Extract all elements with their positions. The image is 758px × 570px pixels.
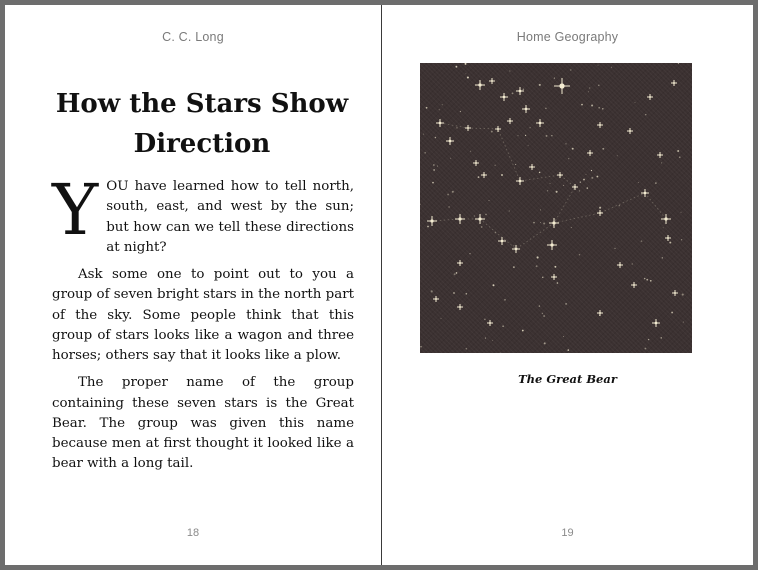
faint-star — [614, 248, 615, 249]
star-icon — [498, 237, 506, 245]
faint-star — [525, 135, 526, 136]
star-icon — [665, 235, 671, 241]
faint-star — [650, 280, 652, 282]
faint-star — [485, 338, 486, 339]
faint-star — [540, 222, 541, 223]
star-icon — [529, 164, 535, 170]
faint-star — [437, 166, 438, 167]
faint-star — [617, 155, 618, 156]
faint-star — [492, 340, 493, 341]
faint-star — [646, 279, 648, 281]
star-icon — [516, 87, 524, 95]
body-text — [52, 169, 354, 482]
star-icon — [671, 80, 677, 86]
paragraph-1 — [52, 169, 354, 258]
faint-star — [591, 177, 593, 179]
left-page[interactable] — [5, 5, 381, 565]
faint-star — [448, 206, 449, 207]
faint-star — [465, 73, 466, 74]
faint-star — [540, 209, 541, 210]
star-icon — [572, 184, 578, 190]
faint-star — [456, 127, 457, 128]
faint-star — [442, 104, 443, 105]
faint-star — [683, 322, 684, 323]
faint-star — [556, 191, 558, 193]
faint-star — [586, 174, 587, 175]
faint-star — [423, 134, 424, 135]
star-icon — [446, 137, 454, 145]
star-icon — [489, 78, 495, 84]
star-icon — [587, 150, 593, 156]
faint-star — [529, 127, 530, 128]
faint-star — [546, 135, 548, 137]
faint-star — [536, 265, 538, 267]
star-icon — [547, 240, 557, 250]
faint-star — [671, 312, 673, 314]
constellation-outline — [432, 123, 666, 249]
faint-star — [563, 336, 564, 337]
faint-star — [466, 348, 467, 349]
faint-star — [645, 114, 646, 115]
faint-star — [513, 266, 515, 268]
faint-star — [591, 170, 592, 171]
faint-star — [493, 284, 495, 286]
star-icon — [457, 260, 463, 266]
star-icon — [516, 177, 524, 185]
faint-star — [681, 239, 682, 240]
faint-star — [427, 226, 429, 228]
faint-star — [466, 293, 468, 295]
faint-star — [517, 135, 518, 136]
page-number-right: 19 — [561, 527, 574, 539]
right-page[interactable] — [381, 5, 753, 565]
faint-star — [598, 84, 600, 86]
faint-star — [563, 185, 564, 186]
star-icon — [457, 304, 463, 310]
faint-star — [567, 349, 569, 351]
faint-star — [557, 282, 559, 284]
faint-star — [494, 165, 495, 166]
faint-star — [522, 330, 524, 332]
faint-star — [523, 88, 525, 90]
faint-star — [632, 263, 633, 264]
faint-star — [580, 182, 581, 183]
faint-star — [543, 222, 545, 224]
faint-star — [431, 290, 433, 292]
faint-star — [661, 337, 662, 338]
starfield-svg — [420, 63, 692, 353]
faint-star — [537, 256, 539, 258]
faint-star — [598, 65, 599, 66]
star-map-illustration — [420, 63, 692, 353]
faint-star — [589, 87, 590, 88]
faint-star — [554, 78, 555, 79]
faint-star — [467, 76, 469, 78]
faint-star — [455, 66, 457, 68]
faint-star — [460, 111, 461, 112]
faint-star — [504, 299, 505, 300]
faint-star — [500, 352, 501, 353]
paragraph-3: The proper name of the group containing these seven stars is the Great Bear. The group was given this name because men at first thought it looked like a bear with a long tail. — [52, 375, 354, 472]
faint-star — [433, 164, 434, 165]
faint-star — [539, 305, 540, 306]
faint-star — [677, 150, 679, 152]
star-icon — [481, 172, 487, 178]
faint-star — [515, 164, 516, 165]
faint-star — [641, 240, 643, 242]
star-icon — [652, 319, 660, 327]
star-icon — [500, 93, 508, 101]
faint-star — [489, 200, 490, 201]
faint-star — [572, 148, 574, 150]
faint-star — [565, 303, 567, 305]
faint-star — [591, 104, 593, 106]
drop-cap: Y — [52, 169, 99, 251]
faint-star — [533, 222, 535, 224]
faint-star — [545, 108, 546, 109]
faint-star — [663, 227, 664, 228]
star-icon — [551, 274, 557, 280]
faint-star — [678, 63, 679, 64]
star-icon — [536, 119, 544, 127]
faint-star — [470, 151, 471, 152]
faint-star — [528, 145, 529, 146]
faint-star — [452, 191, 454, 193]
star-icon — [487, 320, 493, 326]
faint-star — [544, 342, 546, 344]
faint-star — [465, 63, 467, 65]
faint-star — [512, 93, 514, 95]
star-icon — [507, 118, 513, 124]
star-icon — [647, 94, 653, 100]
book-spread — [5, 5, 753, 565]
faint-star — [501, 174, 503, 176]
faint-star — [433, 169, 434, 170]
faint-star — [509, 71, 510, 72]
faint-star — [550, 183, 551, 184]
faint-star — [638, 182, 639, 183]
star-icon — [597, 210, 603, 216]
faint-star — [491, 131, 493, 133]
faint-star — [588, 91, 589, 92]
faint-star — [453, 292, 455, 294]
star-icon — [433, 296, 439, 302]
faint-star — [481, 226, 483, 228]
faint-star — [662, 257, 663, 258]
star-icon — [617, 262, 623, 268]
faint-star — [644, 278, 646, 280]
paragraph-1-text: OU have learned how to tell north, south, east, and west by the sun; but how can we tell these directions at night? — [106, 179, 354, 255]
star-icon — [554, 78, 570, 94]
faint-star — [602, 108, 604, 110]
star-icon — [512, 245, 520, 253]
star-icon — [627, 128, 633, 134]
faint-star — [478, 176, 480, 178]
faint-star — [655, 182, 656, 183]
faint-star — [679, 156, 680, 157]
star-icon — [661, 214, 671, 224]
faint-star — [669, 242, 671, 244]
faint-star — [682, 294, 684, 296]
running-head-author: C. C. Long — [162, 30, 224, 44]
star-icon — [657, 152, 663, 158]
faint-star — [539, 172, 541, 174]
faint-star — [599, 315, 600, 316]
star-icon — [672, 290, 678, 296]
faint-star — [485, 214, 487, 216]
faint-star — [509, 211, 510, 212]
faint-star — [502, 325, 504, 327]
faint-star — [634, 102, 635, 103]
running-head-title: Home Geography — [516, 30, 619, 44]
faint-star — [568, 158, 569, 159]
faint-star — [553, 225, 554, 226]
faint-star — [661, 162, 662, 163]
faint-star — [681, 212, 682, 213]
faint-star — [456, 272, 458, 274]
faint-star — [602, 148, 604, 150]
faint-star — [469, 253, 470, 254]
faint-star — [571, 227, 572, 228]
faint-star — [547, 190, 548, 191]
faint-star — [474, 215, 475, 216]
faint-star — [551, 135, 552, 136]
faint-star — [426, 107, 428, 109]
faint-star — [432, 182, 434, 184]
star-icon — [473, 160, 479, 166]
paragraph-2: Ask some one to point out to you a group of seven bright stars in the north part of the sky. Some people think that this group of stars looks like a wagon and three horses; others say that it looks like a plow. — [52, 266, 354, 364]
faint-star — [587, 187, 588, 188]
faint-star — [542, 277, 543, 278]
faint-star — [539, 84, 541, 86]
faint-star — [599, 207, 601, 209]
faint-star — [596, 176, 598, 178]
faint-star — [441, 318, 442, 319]
chapter-title: How the Stars Show Direction — [55, 89, 349, 159]
page-number-left: 18 — [186, 527, 200, 539]
faint-star — [579, 190, 580, 191]
faint-star — [611, 67, 612, 68]
faint-star — [439, 109, 440, 110]
faint-star — [581, 104, 583, 106]
faint-star — [583, 179, 585, 181]
faint-star — [554, 266, 556, 268]
faint-star — [598, 107, 600, 109]
faint-star — [579, 254, 580, 255]
faint-star — [513, 245, 514, 246]
faint-star — [543, 315, 545, 317]
star-icon — [522, 105, 530, 113]
faint-star — [619, 205, 620, 206]
figure-caption: The Great Bear — [518, 372, 617, 386]
faint-star — [570, 69, 571, 70]
faint-star — [454, 273, 456, 275]
faint-star — [644, 348, 646, 350]
faint-star — [648, 339, 649, 340]
faint-star — [420, 204, 421, 205]
faint-star — [565, 143, 566, 144]
faint-star — [484, 319, 485, 320]
faint-star — [450, 158, 451, 159]
faint-star — [542, 313, 543, 314]
star-icon — [631, 282, 637, 288]
star-icon — [597, 122, 603, 128]
faint-star — [435, 137, 437, 139]
faint-star — [424, 152, 426, 154]
star-icon — [475, 80, 485, 90]
faint-star — [420, 346, 422, 348]
faint-star — [447, 194, 449, 196]
